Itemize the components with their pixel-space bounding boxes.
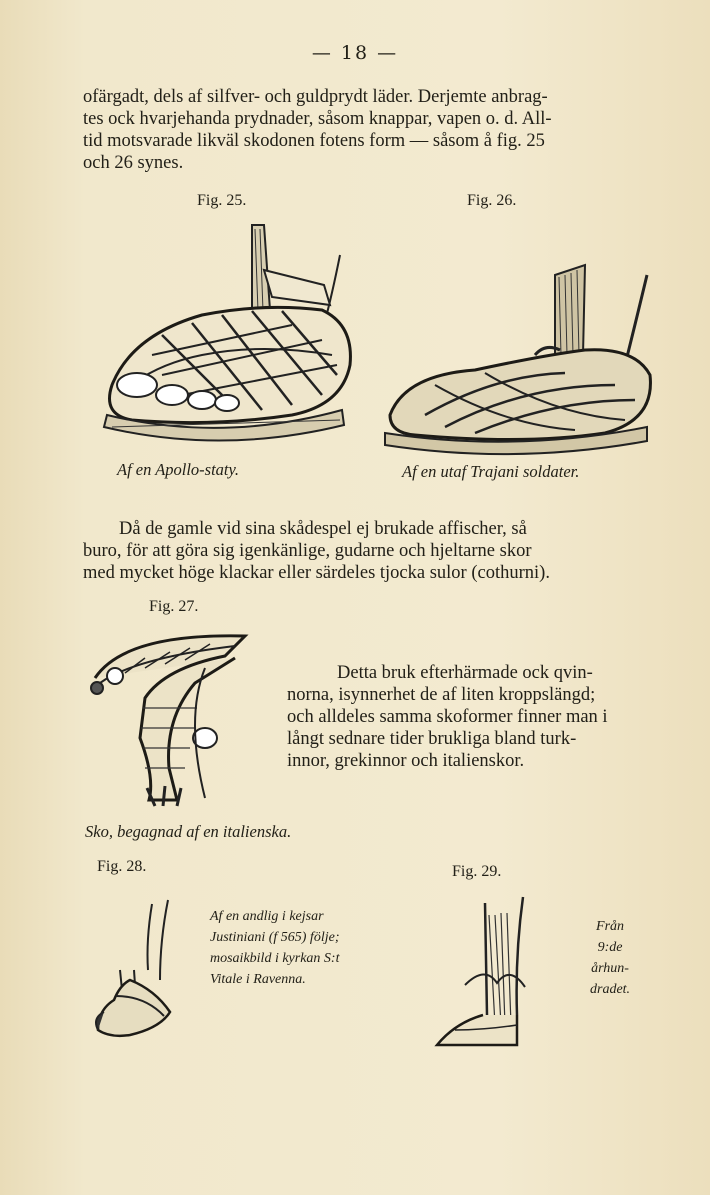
fig-29-caption	[590, 916, 630, 1000]
text-line: och 26 synes.	[83, 153, 184, 173]
text-line: norna, isynnerhet de af liten kroppslängd;	[287, 685, 596, 705]
fig-26-label: Fig. 26.	[467, 192, 517, 209]
text-line: innor, grekinnor och italienskor.	[287, 751, 525, 771]
caption-line: 9:de	[597, 940, 623, 955]
fig-28-label: Fig. 28.	[97, 858, 147, 875]
text-line: Detta bruk efterhärmade ock qvin-	[337, 663, 593, 683]
fig-28-caption	[210, 906, 339, 990]
text-line: tes ock hvarjehanda prydnader, såsom knappar, vapen o. d. All-	[83, 109, 552, 129]
page-number: — 18 —	[311, 42, 399, 64]
text-line: ofärgadt, dels af silfver- och guldprydt läder. Derjemte anbrag-	[83, 87, 548, 107]
text-line: Då de gamle vid sina skådespel ej brukade affischer, så	[119, 519, 527, 539]
caption-line: århun-	[591, 961, 629, 976]
text-line: med mycket höge klackar eller särdeles tjocka sulor (cothurni).	[83, 563, 550, 583]
caption-line: Af en andlig i kejsar	[210, 909, 324, 924]
fig-29-label: Fig. 29.	[452, 863, 502, 880]
text-line: buro, för att göra sig igenkänlige, gudarne och hjeltarne skor	[83, 541, 532, 561]
fig-27-caption: Sko, begagnad af en italienska.	[85, 822, 292, 841]
fig-29-boot-illustration	[425, 895, 555, 1055]
fig-25-label: Fig. 25.	[197, 192, 247, 209]
fig-26-caption: Af en utaf Trajani soldater.	[402, 462, 580, 481]
fig-25-sandal-illustration	[92, 215, 362, 450]
caption-line: mosaikbild i kyrkan S:t	[210, 951, 340, 966]
caption-line: dradet.	[590, 982, 631, 997]
fig-27-label: Fig. 27.	[149, 598, 199, 615]
text-line: långt sednare tider brukliga bland turk-	[287, 729, 577, 749]
text-line: och alldeles samma skoformer finner man i	[287, 707, 608, 727]
paragraph-3	[287, 662, 657, 772]
fig-27-shoe-illustration	[85, 628, 255, 808]
caption-line: Justiniani (f 565) följe;	[210, 930, 340, 945]
text-line: tid motsvarade likväl skodonen fotens form — såsom å fig. 25	[83, 131, 545, 151]
fig-26-boot-illustration	[385, 255, 660, 455]
caption-line: Från	[596, 919, 625, 934]
caption-line: Vitale i Ravenna.	[210, 972, 306, 987]
fig-25-caption: Af en Apollo-staty.	[117, 460, 240, 479]
fig-28-shoe-illustration	[90, 900, 185, 1040]
paragraph-2	[83, 518, 657, 584]
paragraph-1	[83, 86, 656, 174]
